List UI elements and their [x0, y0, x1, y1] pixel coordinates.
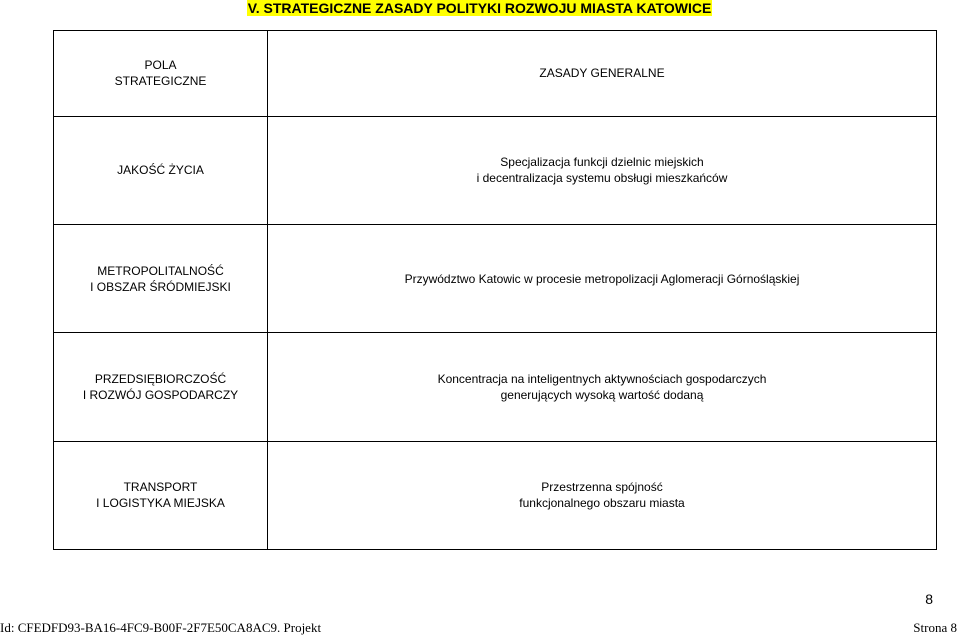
field-cell — [54, 441, 268, 549]
table-row — [54, 441, 937, 549]
principle-line: funkcjonalnego obszaru miasta — [519, 496, 685, 511]
strategic-principles-table — [53, 30, 937, 550]
footer-document-id: Id: CFEDFD93-BA16-4FC9-B00F-2F7E50CA8AC9. Projekt — [0, 620, 322, 635]
principle-line: Koncentracja na inteligentnych aktywnościach gospodarczych — [437, 372, 767, 387]
field-line: I OBSZAR ŚRÓDMIEJSKI — [90, 279, 231, 294]
principle-cell — [268, 225, 937, 333]
footer-page-label: Strona 8 — [913, 620, 957, 635]
field-line: JAKOŚĆ ŻYCIA — [117, 163, 204, 178]
document-title — [0, 0, 959, 22]
header-fields-line: STRATEGICZNE — [114, 74, 207, 89]
field-cell — [54, 333, 268, 441]
header-fields-line: POLA — [144, 58, 177, 73]
table-row — [54, 116, 937, 224]
table-header-row — [54, 31, 937, 117]
principle-line: Specjalizacja funkcji dzielnic miejskich — [500, 155, 704, 170]
header-cell-principles — [268, 31, 937, 117]
principle-line: Przywództwo Katowic w procesie metropolizacji Aglomeracji Górnośląskiej — [404, 271, 800, 286]
principle-line: Przestrzenna spójność — [541, 480, 663, 495]
document-title-text: V. STRATEGICZNE ZASADY POLITYKI ROZWOJU MIASTA KATOWICE — [247, 0, 712, 16]
field-cell — [54, 116, 268, 224]
page-number: 8 — [925, 591, 933, 607]
field-line: I ROZWÓJ GOSPODARCZY — [82, 388, 239, 403]
field-line: I LOGISTYKA MIEJSKA — [96, 496, 225, 511]
table-row — [54, 333, 937, 441]
header-principles-line: ZASADY GENERALNE — [539, 66, 665, 81]
field-line: PRZEDSIĘBIORCZOŚĆ — [94, 372, 227, 387]
principle-cell — [268, 116, 937, 224]
table-row — [54, 225, 937, 333]
principle-line: i decentralizacja systemu obsługi mieszkańców — [476, 171, 728, 186]
field-cell — [54, 225, 268, 333]
principle-cell — [268, 441, 937, 549]
field-line: TRANSPORT — [123, 480, 198, 495]
principle-line: generujących wysoką wartość dodaną — [500, 388, 704, 403]
principle-cell — [268, 333, 937, 441]
header-cell-fields — [54, 31, 268, 117]
field-line: METROPOLITALNOŚĆ — [97, 263, 224, 278]
